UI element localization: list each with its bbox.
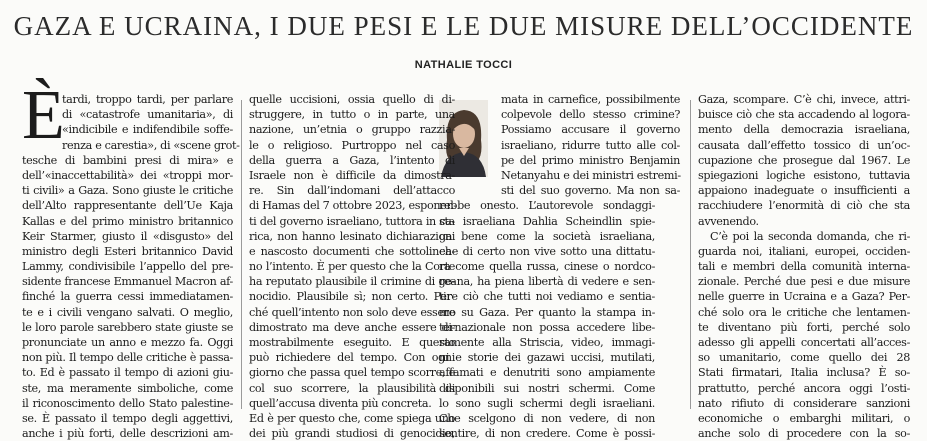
- text-line: ti civili» a Gaza. Sono giuste le critiche: [22, 184, 233, 198]
- text-line: se. È passato il tempo degli aggettivi,: [22, 411, 233, 425]
- text-line: nelle guerre in Ucraina e a Gaza? Per-: [698, 290, 910, 304]
- text-line: Netanyahu e dei ministri estremi-: [501, 168, 681, 182]
- text-line: anche solo di procedere con la so-: [698, 427, 910, 441]
- text-line: rica, non hanno lesinato dichiarazioni: [249, 229, 455, 243]
- headline: GAZA E UCRAINA, I DUE PESI E LE DUE MISURE DELL’OCCIDENTE: [13, 11, 914, 41]
- article-column-4: [698, 92, 910, 441]
- text-line: ra come quella russa, cinese o nordco-: [439, 260, 655, 274]
- text-line: tire ciò che tutti noi vediamo e sentia-: [439, 290, 655, 304]
- column-divider: [690, 100, 691, 409]
- text-line: ministro degli Esteri britannico David: [22, 244, 233, 258]
- text-line: ché solo ora le critiche che lentamen-: [698, 305, 910, 319]
- text-line: C’è poi la seconda domanda, che ri-: [710, 229, 910, 243]
- text-line: te e i civili vengano salvati. O meglio,: [22, 305, 233, 319]
- text-line: israeliano, ridurre tutto alle col-: [501, 138, 680, 152]
- text-line: ga bene come la società israeliana,: [439, 229, 655, 243]
- text-line: dell’«inaccettabilità» dei «troppi mor-: [22, 168, 233, 182]
- column-divider: [241, 100, 242, 409]
- text-line: dimostrato ma deve anche essere di-: [249, 320, 455, 334]
- text-line: anche i più forti, delle descrizioni am-: [22, 427, 233, 441]
- text-line: reana, ha piena libertà di vedere e sen-: [439, 275, 655, 289]
- text-line: avvenendo.: [698, 214, 759, 228]
- text-line: Keir Starmer, giusto il «disgusto» del: [22, 229, 233, 243]
- text-line: lo sono sugli schermi degli israeliani.: [439, 396, 655, 410]
- text-line: di «catastrofe umanitaria», di: [62, 108, 233, 122]
- text-line: so umanitario, come quello dei 28: [698, 351, 910, 365]
- text-line: quell’accusa diventa più concreta.: [249, 396, 432, 410]
- text-line: renza e carestia», di «scene grot-: [62, 138, 240, 152]
- text-line: mo su Gaza. Per quanto la stampa in-: [439, 305, 655, 319]
- text-line: col suo scorrere, la plausibilità di: [249, 381, 455, 395]
- text-line: mostrabilmente eseguito. E questo: [249, 336, 455, 349]
- text-line: disponibili sui nostri schermi. Come: [439, 381, 655, 395]
- text-line: struggere, in tutto o in parte, una: [249, 108, 455, 122]
- text-line: adesso gli appelli concertati all’acces-: [698, 336, 910, 349]
- text-line: Possiamo accusare il governo: [501, 123, 680, 137]
- text-line: economiche o embarghi militari, o: [698, 411, 910, 425]
- text-line: della guerra a Gaza, l’intento di: [249, 153, 455, 167]
- text-line: ha reputato plausibile il crimine di ge-: [249, 275, 455, 289]
- text-line: il riconoscimento dello Stato palestine-: [22, 396, 233, 410]
- text-line: che di certo non vive sotto una dittatu-: [439, 244, 655, 258]
- article-column-3: [439, 92, 681, 441]
- text-line: sti del suo governo. Ma non sa-: [501, 184, 680, 198]
- text-line: Kallas e del primo ministro britannico: [22, 214, 233, 228]
- text-line: finché la guerra cessi immediatamen-: [22, 290, 233, 304]
- text-line: ternazionale non possa accedere libe-: [439, 320, 655, 334]
- text-line: racchiudere l’enormità di ciò che sta: [698, 199, 910, 213]
- text-line: guarda noi, italiani, europei, occiden-: [698, 244, 910, 258]
- text-line: nocidio. Plausibile sì; non certo. Per-: [249, 290, 455, 304]
- text-line: cupazione che prosegue dal 1967. Le: [698, 153, 910, 167]
- text-line: può richiedere del tempo. Con ogni: [249, 351, 455, 365]
- text-line: di Hamas del 7 ottobre 2023, esponen-: [249, 199, 457, 213]
- text-line: colpevole dello stesso crimine?: [501, 108, 680, 122]
- text-line: Che scelgono di non vedere, di non: [439, 411, 655, 425]
- article-column-1: [22, 92, 240, 441]
- text-line: nato rifiuto di considerare sanzioni: [698, 396, 910, 410]
- byline: NATHALIE TOCCI: [414, 59, 513, 71]
- text-line: appaiono inadeguate o insufficienti a: [698, 184, 910, 198]
- text-line: affamati e denutriti sono ampiamente: [439, 366, 655, 380]
- text-line: sidente francese Emmanuel Macron af-: [22, 275, 233, 289]
- text-line: Stati firmatari, Italia inclusa? È so-: [698, 366, 910, 380]
- text-line: pe del primo ministro Benjamin: [501, 153, 680, 167]
- text-line: mata in carnefice, possibilmente: [501, 93, 680, 106]
- text-line: Israele non è difficile da dimostra-: [249, 168, 455, 182]
- text-line: causata dall’effetto tossico di un’oc-: [698, 138, 910, 152]
- text-line: tali e membri della comunità interna-: [698, 260, 910, 274]
- article-column-2: [249, 92, 457, 441]
- text-line: le loro parole sarebbero state giuste se: [22, 320, 233, 334]
- text-line: ste, ma meramente simboliche, come: [22, 381, 233, 395]
- text-line: te diventano più forti, perché solo: [698, 320, 910, 334]
- text-line: prattutto, perché ancora oggi l’osti-: [698, 381, 910, 395]
- text-line: ramente alla Striscia, video, immagi-: [439, 336, 655, 349]
- text-line: dei più grandi studiosi di genocidio,: [249, 427, 455, 441]
- text-line: rebbe onesto. L’autorevole sondaggi-: [439, 199, 655, 213]
- text-line: dell’Alto rappresentante dell’Ue Kaja: [22, 199, 233, 213]
- text-line: no l’intento. È per questo che la Corte: [249, 260, 455, 274]
- text-line: sta israeliana Dahlia Scheindlin spie-: [439, 214, 655, 228]
- text-line: tesche di bambini presi di mira» e: [22, 153, 233, 167]
- text-line: buisce ciò che sta accadendo al logora-: [698, 108, 910, 122]
- text-line: ché quell’intento non solo deve essere: [249, 305, 455, 319]
- drop-cap: È: [22, 77, 65, 154]
- text-line: Lammy, condivisibile l’appello del pre-: [22, 260, 233, 274]
- text-line: pronunciate un anno e mezzo fa. Oggi: [22, 336, 233, 349]
- text-line: Gaza, scompare. C’è chi, invece, attri-: [698, 93, 910, 106]
- text-line: e nascosto documenti che sottolinea-: [249, 244, 455, 258]
- text-line: to. Ed è passato il tempo di azioni giu-: [22, 366, 233, 380]
- text-line: ti del governo israeliano, tuttora in ca-: [249, 214, 455, 228]
- text-line: Ed è per questo che, come spiega uno: [249, 411, 455, 425]
- text-line: tardi, troppo tardi, per parlare: [62, 93, 233, 106]
- text-line: ni e storie dei gazawi uccisi, mutilati,: [439, 351, 655, 365]
- text-line: le o religioso. Purtroppo nel caso: [249, 138, 455, 152]
- text-line: nazione, un’etnia o gruppo razzia-: [249, 123, 455, 137]
- text-line: mento della democrazia israeliana,: [698, 123, 910, 137]
- text-line: sentire, di non credere. Come è possi-: [439, 427, 655, 441]
- text-line: giorno che passa quel tempo scorre, e: [249, 366, 455, 380]
- text-line: non più. Il tempo delle critiche è passa-: [22, 351, 233, 365]
- text-line: zionale. Perché due pesi e due misure: [698, 275, 910, 289]
- text-line: spiegazioni logiche esistono, tuttavia: [698, 168, 910, 182]
- text-line: re. Sin dall’indomani dell’attacco: [249, 184, 455, 198]
- text-line: quelle uccisioni, ossia quello di di-: [249, 93, 455, 106]
- text-line: «indicibile e indifendibile soffe-: [62, 123, 233, 137]
